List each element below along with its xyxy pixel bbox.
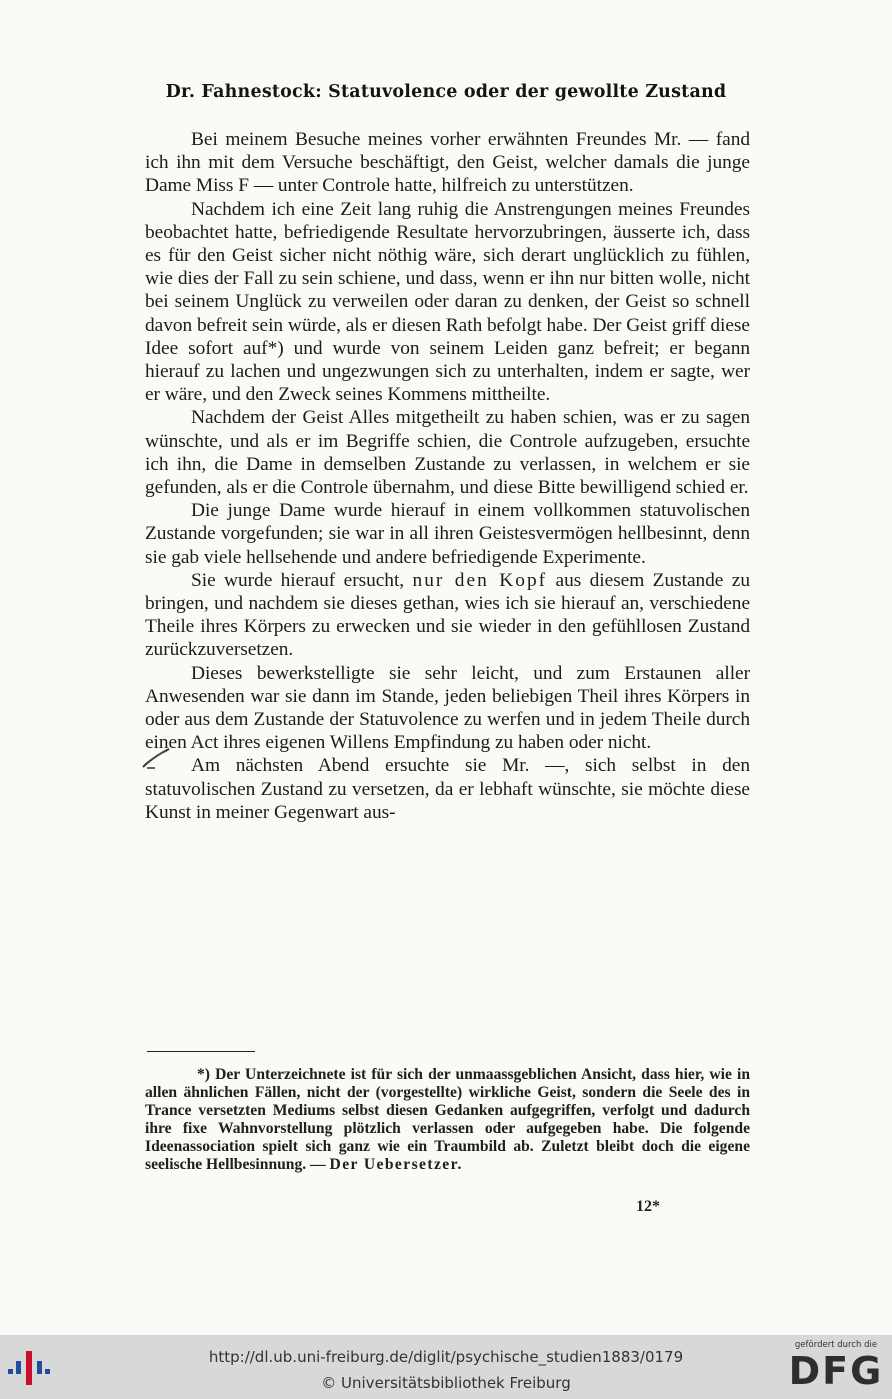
footnote-text: *) Der Unterzeichnete ist für sich der unmaassgeblichen Ansicht, dass hier, wie in allen ähnlichen Fällen, nicht der (vorgestellte) wirkliche Geist, sondern die Seele des in Trance versetzten Mediums selbst diesen Gedanken aufgegriffen, verfolgt und dadurch ihre fixe Wahnvorstellung plötzlich verlassen oder aufgegeben habe. Die folgende Ideenassociation spielt sich ganz wie ein Traumbild ab. Zuletzt bleibt doch die eigene seelische Hellbesinnung. —: [145, 1066, 750, 1173]
dfg-logo[interactable]: DFG: [788, 1349, 884, 1393]
paragraph-5-rest: aus diesem Zustande zu bringen, und nachdem sie dieses gethan, wies ich sie hierauf an, verschiedene Theile ihres Körpers zu erwecken und sie wieder in den gefühllosen Zustand zurückzuversetzen.: [145, 569, 750, 661]
paragraph-4: Die junge Dame wurde hierauf in einem vollkommen statuvolischen Zustande vorgefunden; sie war in all ihren Geistesvermögen hellbesinnt, denn sie gab viele hellsehende und andere befriedigende Experimente.: [145, 500, 750, 568]
dfg-caption: gefördert durch die: [794, 1340, 878, 1350]
paragraph-5: [145, 569, 750, 662]
paragraph-6: Dieses bewerkstelligte sie sehr leicht, und zum Erstaunen aller Anwesenden war sie dann im Stande, jeden beliebigen Theil ihres Körpers in oder aus dem Zustande der Statuvolence zu werfen und in jedem Theile durch einen Act ihres eigenen Willens Empfindung zu haben oder nicht.: [145, 662, 750, 754]
copyright-notice: © Universitätsbibliothek Freiburg: [321, 1374, 571, 1392]
footnote-signature: Der Uebersetzer.: [329, 1156, 463, 1173]
paragraph-7: Am nächsten Abend ersuchte sie Mr. —, sich selbst in den statuvolischen Zustand zu versetzen, da er lebhaft wünschte, sie möchte diese Kunst in meiner Gegenwart aus-: [145, 755, 750, 823]
paragraph-3: Nachdem der Geist Alles mitgetheilt zu haben schien, was er zu sagen wünschte, und als er im Begriffe schien, die Controle aufzugeben, ersuchte ich ihn, die Dame in demselben Zustande zu verlassen, in welchem er sie gefunden, als er die Controle übernahm, und diese Bitte bewilligend schied er.: [145, 407, 750, 499]
spaced-emphasis: nur den Kopf: [412, 569, 548, 591]
paragraph-5-start: Sie wurde hierauf ersucht,: [191, 569, 413, 591]
running-header: Dr. Fahnestock: Statuvolence oder der gewollte Zustand: [165, 82, 727, 102]
source-url-link[interactable]: http://dl.ub.uni-freiburg.de/diglit/psychische_studien1883/0179: [208, 1348, 684, 1366]
main-text: [145, 128, 750, 824]
signature-mark: 12*: [636, 1198, 660, 1215]
footnote: [145, 1066, 750, 1174]
margin-pen-mark-icon: [141, 747, 171, 769]
footnote-rule: [147, 1051, 255, 1052]
paragraph-1: Bei meinem Besuche meines vorher erwähnten Freundes Mr. — fand ich ihn mit dem Versuche beschäftigt, den Geist, welcher damals die junge Dame Miss F — unter Controle hatte, hilfreich zu unterstützen.: [145, 129, 750, 197]
paragraph-2: Nachdem ich eine Zeit lang ruhig die Anstrengungen meines Freundes beobachtet hatte, befriedigende Resultate hervorzubringen, äusserte ich, dass es für den Geist sicher nicht nöthig wäre, sich derart unglücklich zu fühlen, wie dies der Fall zu sein schiene, und dass, wenn er ihn nur bitten wolle, nicht bei seinem Unglück zu verweilen oder daran zu denken, der Geist so schnell davon befreit sein würde, als er diesen Rath befolgt habe. Der Geist griff diese Idee sofort auf*) und wurde von seinem Leiden ganz befreit; er begann hierauf zu lachen und ungezwungen sich zu unterhalten, indem er sagte, wer er wäre, und den Zweck seines Kommens mittheilte.: [145, 198, 750, 406]
